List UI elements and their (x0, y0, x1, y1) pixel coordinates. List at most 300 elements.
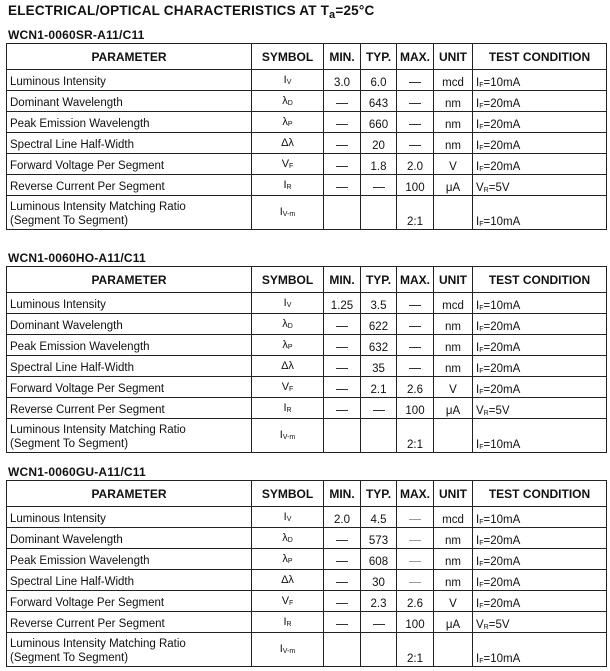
parameter-cell (7, 356, 252, 377)
min-value: 2.0 (334, 514, 350, 526)
table-row (7, 314, 607, 335)
condition-subscript: F (479, 305, 484, 312)
condition-subscript: F (479, 582, 484, 589)
table-row (7, 591, 607, 612)
table-row (7, 293, 607, 314)
max-cell (397, 112, 434, 133)
condition-value: =10mA (483, 439, 521, 451)
dash-value (409, 145, 421, 146)
symbol-cell (252, 335, 324, 356)
typ-cell (361, 314, 397, 335)
table-row (7, 507, 607, 528)
condition-value: =5V (488, 619, 510, 631)
condition-value: =5V (488, 405, 510, 417)
page-title-subscript: a (329, 9, 336, 21)
table-row (7, 633, 607, 667)
min-cell (324, 335, 361, 356)
min-cell (324, 507, 361, 528)
min-cell (324, 633, 361, 667)
symbol-cell (252, 507, 324, 528)
dash-value (409, 540, 421, 541)
min-cell (324, 196, 361, 230)
table-row (7, 612, 607, 633)
condition-subscript: F (479, 221, 484, 228)
test-condition-cell (473, 377, 607, 398)
dash-value (409, 347, 421, 348)
symbol-subscript: V (286, 301, 292, 309)
header-row (7, 267, 607, 293)
condition-subscript: F (479, 166, 484, 173)
section-gu (6, 464, 606, 667)
dash-value (409, 561, 421, 562)
max-value: 100 (405, 182, 425, 194)
dash-value (336, 124, 348, 125)
page-title-suffix: =25°C (335, 3, 375, 18)
unit-cell (434, 335, 473, 356)
parameter-name: Luminous Intensity (10, 299, 106, 311)
typ-cell (361, 549, 397, 570)
test-condition-cell (473, 612, 607, 633)
table-row (7, 154, 607, 175)
parameter-note: (Segment To Segment) (10, 652, 129, 664)
symbol-cell (252, 377, 324, 398)
condition-symbol: I (476, 342, 480, 354)
symbol-text: I (283, 73, 287, 86)
min-cell (324, 570, 361, 591)
unit-cell (434, 175, 473, 196)
parameter-cell (7, 528, 252, 549)
test-condition-cell (473, 314, 607, 335)
parameter-cell (7, 175, 252, 196)
unit-value: nm (445, 535, 461, 547)
symbol-cell (252, 591, 324, 612)
typ-cell (361, 293, 397, 314)
test-condition-cell (473, 196, 607, 230)
typ-cell (361, 419, 397, 453)
symbol-text: Δλ (281, 359, 294, 372)
condition-symbol: I (476, 535, 480, 547)
condition-value: =20mA (483, 321, 521, 333)
parameter-name: Dominant Wavelength (10, 534, 123, 546)
condition-symbol: I (476, 363, 480, 375)
typ-cell (361, 591, 397, 612)
typ-value: 30 (372, 577, 385, 589)
typ-cell (361, 507, 397, 528)
column-header-param: PARAMETER (7, 44, 252, 70)
column-header-min: MIN. (324, 44, 361, 70)
symbol-subscript: F (289, 385, 294, 393)
symbol-text: λ (282, 552, 288, 565)
column-header-max: MAX. (397, 267, 434, 293)
page-title (8, 3, 374, 21)
dash-value (336, 410, 348, 411)
column-header-max: MAX. (397, 481, 434, 507)
parameter-name: Forward Voltage Per Segment (10, 383, 165, 395)
condition-symbol: I (476, 514, 480, 526)
symbol-cell (252, 70, 324, 91)
symbol-cell (252, 293, 324, 314)
unit-cell (434, 591, 473, 612)
symbol-cell (252, 570, 324, 591)
characteristics-table (6, 266, 607, 453)
symbol-text: I (283, 296, 287, 309)
symbol-subscript: P (287, 343, 293, 351)
parameter-cell (7, 570, 252, 591)
max-cell (397, 356, 434, 377)
symbol-cell (252, 112, 324, 133)
symbol-text: I (283, 510, 287, 523)
condition-symbol: I (476, 439, 480, 451)
typ-value: 3.5 (370, 300, 387, 312)
typ-cell (361, 70, 397, 91)
min-cell (324, 70, 361, 91)
symbol-text: λ (282, 94, 288, 107)
typ-value: 632 (368, 342, 389, 354)
column-header-unit: UNIT (434, 44, 473, 70)
min-cell (324, 133, 361, 154)
symbol-text: V (281, 157, 290, 170)
condition-symbol: V (476, 405, 484, 417)
symbol-cell (252, 528, 324, 549)
parameter-name: Spectral Line Half-Width (10, 576, 134, 588)
condition-symbol: V (476, 619, 484, 631)
test-condition-cell (473, 419, 607, 453)
unit-cell (434, 293, 473, 314)
dash-value (336, 582, 348, 583)
typ-cell (361, 398, 397, 419)
condition-symbol: I (476, 140, 480, 152)
max-cell (397, 335, 434, 356)
max-cell (397, 549, 434, 570)
parameter-cell (7, 549, 252, 570)
condition-subscript: F (479, 658, 484, 665)
dash-value (336, 561, 348, 562)
condition-value: =10mA (483, 216, 521, 228)
column-header-cond: TEST CONDITION (473, 44, 607, 70)
max-cell (397, 570, 434, 591)
symbol-text: Δλ (281, 573, 294, 586)
parameter-cell (7, 91, 252, 112)
parameter-name: Peak Emission Wavelength (10, 118, 150, 130)
unit-value: nm (445, 98, 461, 110)
dash-value (373, 624, 385, 625)
condition-subscript: F (479, 82, 484, 89)
header-row (7, 481, 607, 507)
typ-value: 4.5 (370, 514, 387, 526)
symbol-text: Δλ (281, 136, 294, 149)
symbol-subscript: P (287, 557, 293, 565)
min-cell (324, 591, 361, 612)
dash-value (336, 540, 348, 541)
table-row (7, 570, 607, 591)
condition-value: =10mA (483, 300, 521, 312)
table-row (7, 356, 607, 377)
symbol-cell (252, 314, 324, 335)
typ-value: 2.1 (370, 384, 387, 396)
condition-value: =10mA (483, 653, 521, 665)
max-cell (397, 91, 434, 112)
test-condition-cell (473, 335, 607, 356)
parameter-cell (7, 507, 252, 528)
parameter-cell (7, 112, 252, 133)
condition-subscript: R (483, 187, 489, 194)
condition-subscript: R (483, 410, 489, 417)
table-row (7, 549, 607, 570)
model-title: WCN1-0060GU-A11/C11 (8, 465, 146, 479)
unit-value: μA (445, 619, 461, 631)
symbol-subscript: V-m (282, 211, 296, 218)
condition-symbol: I (476, 653, 480, 665)
condition-symbol: I (476, 556, 480, 568)
typ-cell (361, 112, 397, 133)
unit-value: nm (445, 556, 461, 568)
unit-cell (434, 419, 473, 453)
typ-value: 20 (372, 140, 385, 152)
typ-cell (361, 175, 397, 196)
dash-value (373, 410, 385, 411)
symbol-subscript: P (287, 120, 293, 128)
dash-value (409, 582, 421, 583)
column-header-typ: TYP. (361, 267, 397, 293)
test-condition-cell (473, 112, 607, 133)
test-condition-cell (473, 154, 607, 175)
condition-subscript: F (479, 561, 484, 568)
unit-cell (434, 356, 473, 377)
symbol-cell (252, 612, 324, 633)
unit-value: nm (445, 119, 461, 131)
parameter-cell (7, 591, 252, 612)
typ-cell (361, 133, 397, 154)
test-condition-cell (473, 91, 607, 112)
condition-value: =20mA (483, 577, 521, 589)
max-value: 2.6 (407, 598, 423, 610)
condition-subscript: F (479, 124, 484, 131)
unit-cell (434, 91, 473, 112)
dash-value (409, 368, 421, 369)
condition-subscript: F (479, 540, 484, 547)
condition-symbol: I (476, 598, 480, 610)
min-cell (324, 419, 361, 453)
min-cell (324, 314, 361, 335)
parameter-cell (7, 419, 252, 453)
section-sr (6, 27, 606, 230)
dash-value (336, 145, 348, 146)
symbol-subscript: V (286, 78, 292, 86)
max-value: 2.6 (407, 384, 423, 396)
parameter-name: Luminous Intensity Matching Ratio (10, 201, 186, 213)
min-cell (324, 112, 361, 133)
max-cell (397, 175, 434, 196)
max-cell (397, 612, 434, 633)
symbol-cell (252, 133, 324, 154)
dash-value (336, 347, 348, 348)
table-row (7, 175, 607, 196)
unit-value: nm (445, 363, 461, 375)
condition-subscript: F (479, 519, 484, 526)
unit-value: mcd (442, 77, 464, 89)
unit-cell (434, 549, 473, 570)
parameter-cell (7, 196, 252, 230)
parameter-name: Dominant Wavelength (10, 97, 123, 109)
unit-cell (434, 314, 473, 335)
dash-value (409, 305, 421, 306)
condition-symbol: V (476, 182, 484, 194)
symbol-cell (252, 175, 324, 196)
table-row (7, 377, 607, 398)
min-cell (324, 398, 361, 419)
typ-cell (361, 154, 397, 175)
section-ho (6, 250, 606, 453)
condition-symbol: I (476, 119, 480, 131)
model-title: WCN1-0060SR-A11/C11 (8, 28, 145, 42)
test-condition-cell (473, 356, 607, 377)
unit-cell (434, 112, 473, 133)
unit-cell (434, 196, 473, 230)
symbol-text: I (283, 615, 287, 628)
symbol-cell (252, 549, 324, 570)
dash-value (336, 166, 348, 167)
dash-value (336, 603, 348, 604)
condition-subscript: F (479, 444, 484, 451)
symbol-text: I (279, 429, 283, 441)
typ-value: 622 (368, 321, 389, 333)
min-cell (324, 612, 361, 633)
unit-cell (434, 154, 473, 175)
test-condition-cell (473, 507, 607, 528)
parameter-cell (7, 133, 252, 154)
symbol-subscript: R (286, 183, 292, 191)
parameter-name: Spectral Line Half-Width (10, 139, 134, 151)
unit-cell (434, 70, 473, 91)
condition-symbol: I (476, 216, 480, 228)
condition-value: =20mA (483, 98, 521, 110)
dash-value (336, 326, 348, 327)
max-cell (397, 314, 434, 335)
test-condition-cell (473, 549, 607, 570)
parameter-name: Luminous Intensity (10, 513, 106, 525)
min-cell (324, 377, 361, 398)
parameter-note: (Segment To Segment) (10, 438, 129, 450)
test-condition-cell (473, 528, 607, 549)
parameter-name: Spectral Line Half-Width (10, 362, 134, 374)
column-header-param: PARAMETER (7, 481, 252, 507)
column-header-min: MIN. (324, 267, 361, 293)
symbol-cell (252, 196, 324, 230)
unit-value: V (449, 384, 457, 396)
column-header-unit: UNIT (434, 267, 473, 293)
test-condition-cell (473, 133, 607, 154)
condition-subscript: F (479, 326, 484, 333)
symbol-text: λ (282, 531, 288, 544)
symbol-subscript: V-m (282, 434, 296, 441)
column-header-min: MIN. (324, 481, 361, 507)
symbol-subscript: F (289, 162, 294, 170)
symbol-subscript: F (289, 599, 294, 607)
parameter-cell (7, 70, 252, 91)
condition-value: =10mA (483, 77, 521, 89)
max-cell (397, 398, 434, 419)
column-header-sym: SYMBOL (252, 44, 324, 70)
symbol-cell (252, 154, 324, 175)
test-condition-cell (473, 70, 607, 91)
max-value: 2:1 (407, 216, 423, 228)
symbol-text: V (281, 380, 290, 393)
typ-cell (361, 91, 397, 112)
condition-symbol: I (476, 77, 480, 89)
symbol-cell (252, 356, 324, 377)
column-header-param: PARAMETER (7, 267, 252, 293)
parameter-name: Peak Emission Wavelength (10, 341, 150, 353)
typ-value: 573 (368, 535, 389, 547)
min-value: 3.0 (334, 77, 350, 89)
symbol-subscript: D (287, 322, 293, 330)
parameter-cell (7, 293, 252, 314)
condition-value: =20mA (483, 384, 521, 396)
unit-value: nm (445, 140, 461, 152)
typ-cell (361, 570, 397, 591)
dash-value (336, 368, 348, 369)
parameter-cell (7, 377, 252, 398)
dash-value (409, 82, 421, 83)
unit-cell (434, 612, 473, 633)
test-condition-cell (473, 175, 607, 196)
dash-value (373, 187, 385, 188)
condition-value: =10mA (483, 514, 521, 526)
max-value: 2:1 (407, 439, 423, 451)
max-cell (397, 154, 434, 175)
symbol-cell (252, 398, 324, 419)
unit-value: mcd (442, 514, 464, 526)
dash-value (409, 326, 421, 327)
max-cell (397, 591, 434, 612)
table-row (7, 335, 607, 356)
condition-subscript: F (479, 347, 484, 354)
column-header-sym: SYMBOL (252, 267, 324, 293)
condition-value: =20mA (483, 342, 521, 354)
dash-value (409, 124, 421, 125)
typ-cell (361, 633, 397, 667)
table-row (7, 196, 607, 230)
max-cell (397, 633, 434, 667)
typ-value: 2.3 (370, 598, 387, 610)
condition-value: =20mA (483, 119, 521, 131)
symbol-cell (252, 633, 324, 667)
test-condition-cell (473, 293, 607, 314)
parameter-cell (7, 335, 252, 356)
symbol-text: I (279, 643, 283, 655)
parameter-name: Forward Voltage Per Segment (10, 160, 165, 172)
condition-subscript: F (479, 603, 484, 610)
max-cell (397, 419, 434, 453)
parameter-note: (Segment To Segment) (10, 215, 129, 227)
min-cell (324, 528, 361, 549)
unit-value: μA (445, 182, 461, 194)
condition-symbol: I (476, 98, 480, 110)
unit-cell (434, 570, 473, 591)
table-row (7, 91, 607, 112)
page-title-text: ELECTRICAL/OPTICAL CHARACTERISTICS AT T (8, 3, 330, 18)
condition-value: =20mA (483, 140, 521, 152)
min-value: 1.25 (330, 300, 354, 312)
max-value: 100 (405, 405, 425, 417)
column-header-max: MAX. (397, 44, 434, 70)
typ-value: 6.0 (370, 77, 387, 89)
symbol-text: V (281, 594, 290, 607)
symbol-subscript: V (286, 515, 292, 523)
table-row (7, 528, 607, 549)
parameter-name: Luminous Intensity (10, 76, 106, 88)
parameter-cell (7, 612, 252, 633)
